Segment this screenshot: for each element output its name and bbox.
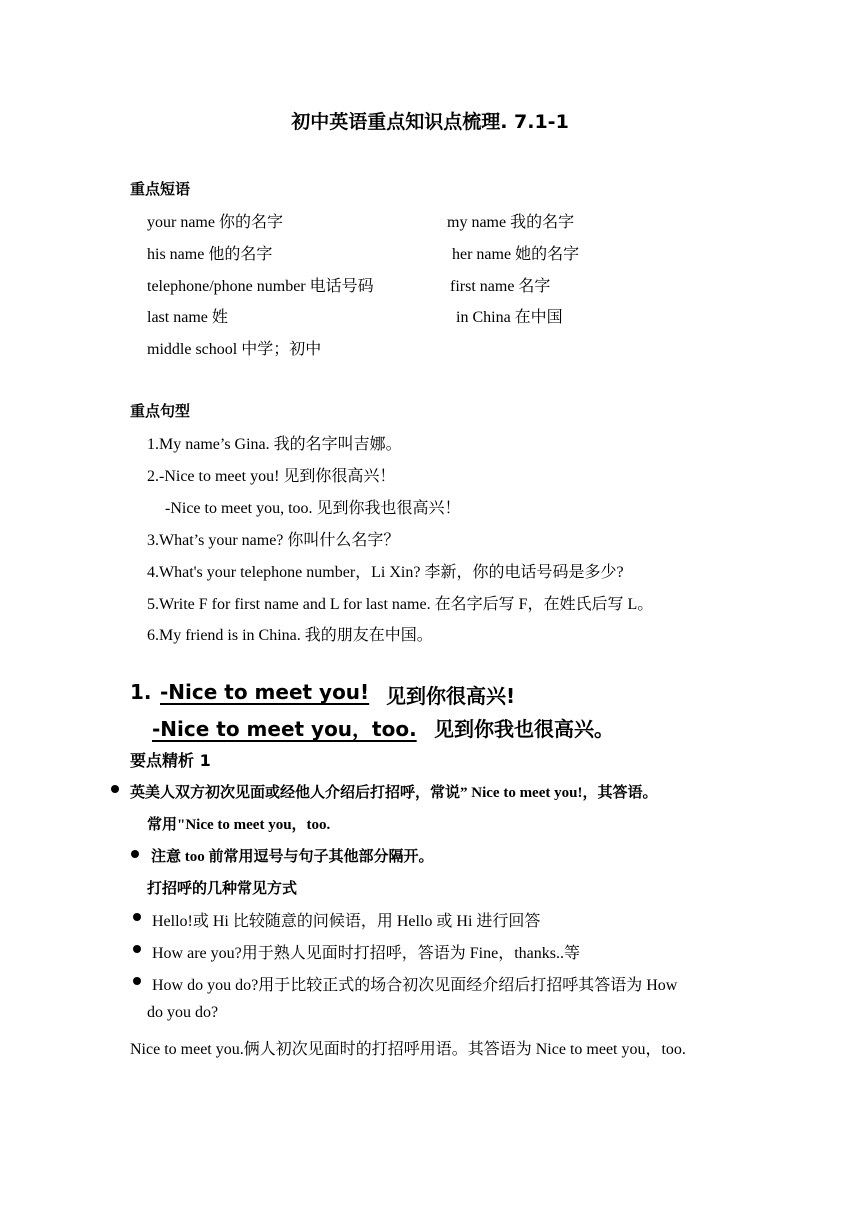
sentence-line: 4.What's your telephone number，Li Xin? 李新，你的电话号码是多少? xyxy=(147,564,624,581)
phrase-right: in China 在中国 xyxy=(456,309,563,326)
bullet-icon xyxy=(133,977,141,985)
bullet-icon xyxy=(131,850,139,858)
sentence-line: 2.-Nice to meet you! 见到你很高兴！ xyxy=(147,468,396,485)
bullet-icon xyxy=(133,913,141,921)
phrases-heading: 重点短语 xyxy=(130,180,191,198)
point-line1-english: -Nice to meet you! xyxy=(160,680,370,704)
greeting-item: How are you?用于熟人见面时打招呼，答语为 Fine，thanks..等 xyxy=(152,945,580,962)
phrase-left: telephone/phone number 电话号码 xyxy=(147,278,374,295)
analysis-heading: 要点精析 1 xyxy=(130,751,211,770)
bullet-icon xyxy=(133,945,141,953)
greeting-item: Hello!或 Hi 比较随意的问候语，用 Hello 或 Hi 进行回答 xyxy=(152,913,541,930)
analysis-bullet: 注意 too 前常用逗号与句子其他部分隔开。 xyxy=(151,849,434,865)
closing-line: Nice to meet you.俩人初次见面时的打招呼用语。其答语为 Nice to meet you，too. xyxy=(130,1041,686,1058)
sentence-line: 5.Write F for first name and L for last name. 在名字后写 F，在姓氏后写 L。 xyxy=(147,596,654,613)
phrase-right: first name 名字 xyxy=(450,278,551,295)
greeting-item: How do you do?用于比较正式的场合初次见面经介绍后打招呼其答语为 How xyxy=(152,977,678,994)
sentences-heading: 重点句型 xyxy=(130,402,191,420)
phrase-left: your name 你的名字 xyxy=(147,214,283,231)
point-number: 1. xyxy=(130,680,152,704)
sentence-line: 3.What’s your name? 你叫什么名字？ xyxy=(147,532,400,549)
greetings-heading: 打招呼的几种常见方式 xyxy=(147,879,298,897)
point-line1-chinese: 见到你很高兴! xyxy=(386,684,516,708)
phrase-left: last name 姓 xyxy=(147,309,228,326)
point-line2-chinese: 见到你我也很高兴。 xyxy=(434,717,614,741)
phrase-right: her name 她的名字 xyxy=(452,246,580,263)
sentence-line: -Nice to meet you, too. 见到你我也很高兴！ xyxy=(165,500,461,517)
analysis-bullet-continuation: 常用"Nice to meet you，too. xyxy=(147,817,331,833)
phrase-right: my name 我的名字 xyxy=(447,214,575,231)
phrase-left: middle school 中学；初中 xyxy=(147,341,322,358)
greeting-item-continuation: do you do? xyxy=(147,1004,219,1021)
analysis-bullet: 英美人双方初次见面或经他人介绍后打招呼，常说” Nice to meet you!，其答语。 xyxy=(130,785,658,801)
sentence-line: 6.My friend is in China. 我的朋友在中国。 xyxy=(147,627,433,644)
bullet-icon xyxy=(111,785,119,793)
point-line2-english: -Nice to meet you，too. xyxy=(152,717,417,741)
sentence-line: 1.My name’s Gina. 我的名字叫吉娜。 xyxy=(147,436,402,453)
phrase-left: his name 他的名字 xyxy=(147,246,273,263)
page-title: 初中英语重点知识点梳理. 7.1-1 xyxy=(291,111,569,133)
